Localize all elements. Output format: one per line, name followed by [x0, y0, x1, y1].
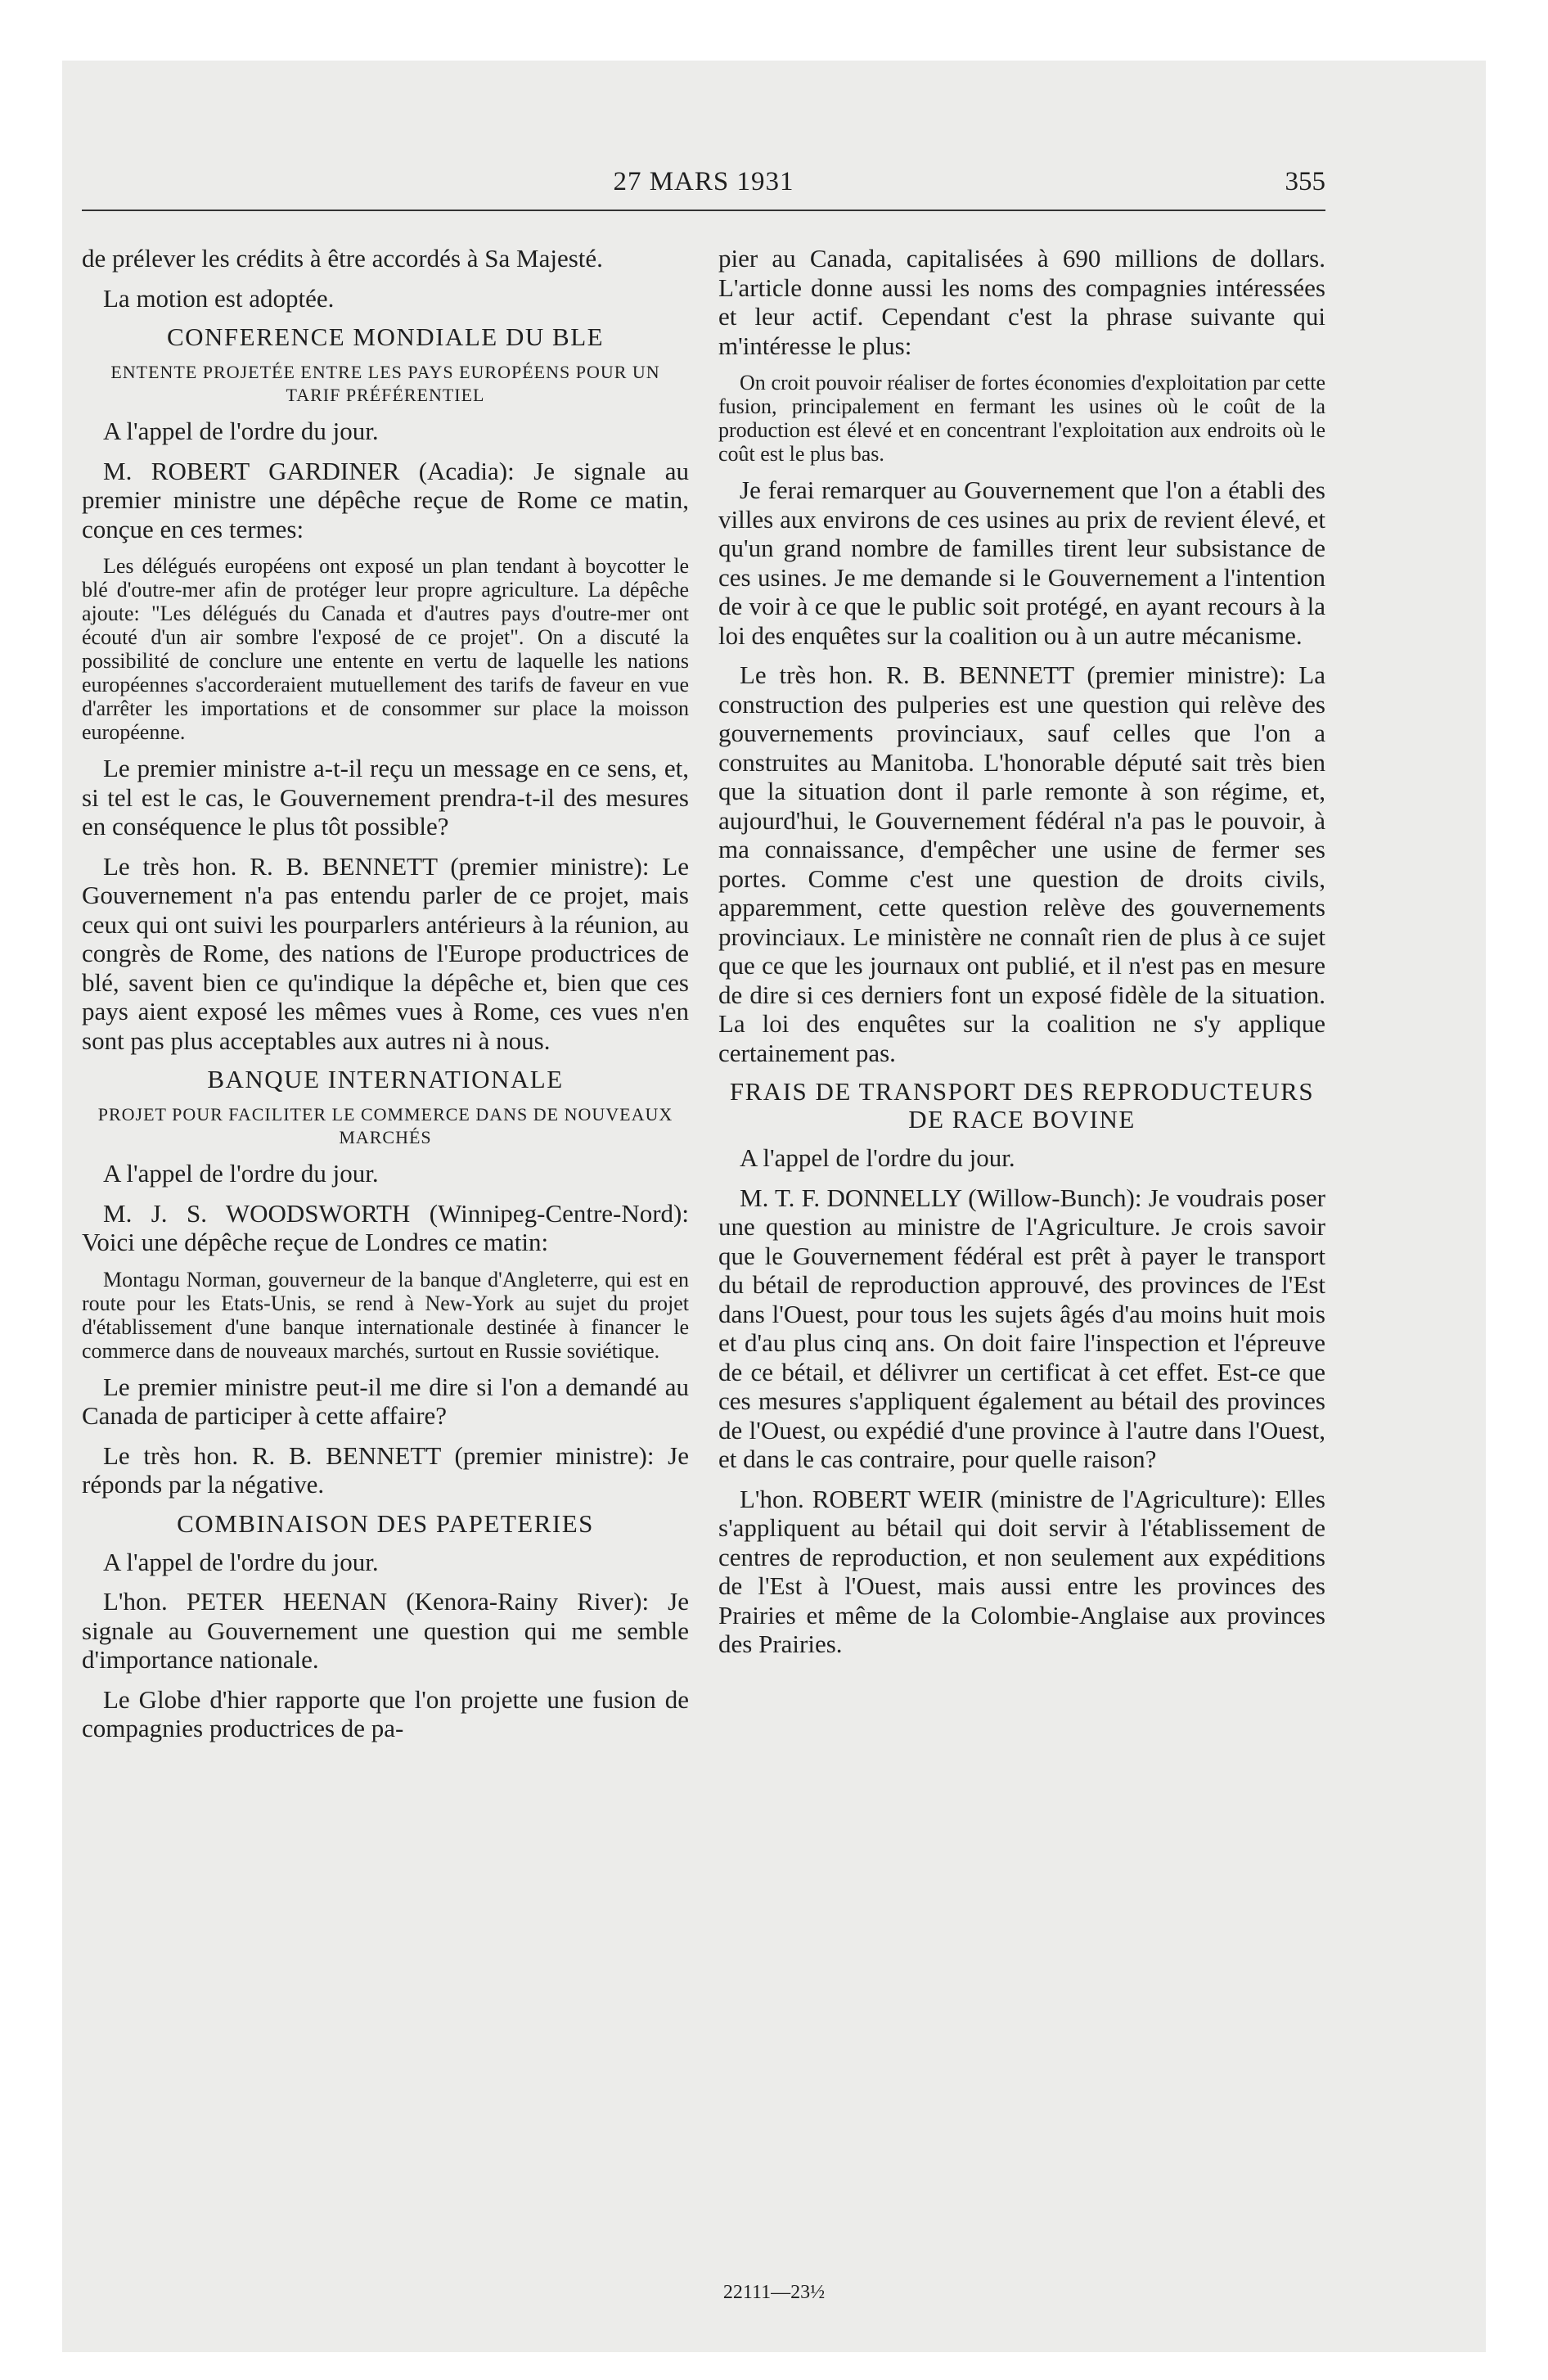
paragraph: L'hon. PETER HEENAN (Kenora-Rainy River): Je signale au Gouvernement une question qui me semble d'importance nationale. [82, 1587, 689, 1674]
section-subheading: PROJET POUR FACILITER LE COMMERCE DANS DE NOUVEAUX MARCHÉS [97, 1104, 673, 1147]
paragraph: M. T. F. DONNELLY (Willow-Bunch): Je voudrais poser une question au ministre de l'Agriculture. Je crois savoir que le Gouvernement fédéral est prêt à payer le transport du bétail de reproduction approuvé, des provinces de l'Est dans l'Ouest, pour tous les sujets âgés d'au moins huit mois et d'au plus cinq ans. On doit faire l'inspection et l'épreuve de ce bétail, et délivrer un certificat à cet effet. Est-ce que ces mesures s'appliquent également au bétail des provinces de l'Ouest, ou expédié d'une province à l'autre dans l'Ouest, et dans le cas contraire, pour quelle raison? [718, 1183, 1325, 1473]
paragraph: de prélever les crédits à être accordés à Sa Majesté. [82, 244, 603, 273]
right-column [718, 244, 1325, 2274]
paragraph: L'hon. ROBERT WEIR (ministre de l'Agriculture): Elles s'appliquent au bétail qui doit servir à l'établissement de centres de reproduction, et non seulement aux expéditions de l'Est à l'Ouest, mais aussi entre les provinces des Prairies et même de la Colombie-Anglaise aux provinces des Prairies. [718, 1484, 1325, 1658]
section-heading: COMBINAISON DES PAPETERIES [177, 1508, 594, 1538]
section-heading: FRAIS DE TRANSPORT DES REPRODUCTEURS DE RACE BOVINE [729, 1077, 1315, 1134]
paragraph: A l'appel de l'ordre du jour. [103, 417, 379, 445]
paragraph: M. ROBERT GARDINER (Acadia): Je signale au premier ministre une dépêche reçue de Rome ce matin, conçue en ces termes: [82, 456, 689, 543]
paragraph: A l'appel de l'ordre du jour. [103, 1159, 379, 1188]
paragraph: pier au Canada, capitalisées à 690 millions de dollars. L'article donne aussi les noms des compagnies intéressées et leur actif. Cependant c'est la phrase suivante qui m'intéresse le plus: [718, 244, 1325, 360]
quotation: Montagu Norman, gouverneur de la banque d'Angleterre, qui est en route pour les Etats-Unis, se rend à New-York au sujet du projet d'établissement d'une banque internationale destinée à financer le commerce dans de nouveaux marchés, surtout en Russie soviétique. [82, 1267, 689, 1363]
paragraph: Le très hon. R. B. BENNETT (premier ministre): Je réponds par la négative. [82, 1440, 689, 1499]
paragraph: M. J. S. WOODSWORTH (Winnipeg-Centre-Nord): Voici une dépêche reçue de Londres ce matin: [82, 1198, 689, 1256]
section-heading: BANQUE INTERNATIONALE [207, 1065, 564, 1093]
paragraph: Je ferai remarquer au Gouvernement que l'on a établi des villes aux environs de ces usines au prix de revient élevé, et qu'un grand nombre de familles tirent leur subsistance de ces usines. Je me demande si le Gouvernement a l'intention de voir à ce que le public soit protégé, en ayant recours à la loi des enquêtes sur la coalition ou à un autre mécanisme. [718, 476, 1325, 650]
paragraph: Le premier ministre peut-il me dire si l'on a demandé au Canada de participer à cette affaire? [82, 1372, 689, 1430]
paragraph: La motion est adoptée. [103, 283, 335, 313]
section-subheading: ENTENTE PROJETÉE ENTRE LES PAYS EUROPÉENS POUR UN TARIF PRÉFÉRENTIEL [110, 362, 660, 405]
header-rule [82, 210, 1325, 211]
left-column [82, 244, 689, 2274]
paragraph: Le très hon. R. B. BENNETT (premier ministre): Le Gouvernement n'a pas entendu parler de ce projet, mais ceux qui ont suivi les pourparlers antérieurs à la réunion, au congrès de Rome, des nations de l'Europe productrices de blé, savent bien ce qu'indique la dépêche et, bien que ces pays aient exposé les mêmes vues à Rome, ces vues n'en sont pas plus acceptables aux autres ni à nous. [82, 851, 689, 1055]
section-heading: CONFERENCE MONDIALE DU BLE [166, 322, 605, 351]
header-date: 27 MARS 1931 [613, 167, 794, 196]
quotation: On croit pouvoir réaliser de fortes économies d'exploitation par cette fusion, principalement en fermant les usines où le coût de la production est élevé et en concentrant l'exploitation aux endroits où le coût est le plus bas. [718, 371, 1325, 466]
paragraph: A l'appel de l'ordre du jour. [740, 1143, 1015, 1172]
page-header [82, 167, 1325, 203]
quotation: Les délégués européens ont exposé un plan tendant à boycotter le blé d'outre-mer afin de protéger leur propre agriculture. La dépêche ajoute: "Les délégués du Canada et d'autres pays d'outre-mer ont écouté d'un air sombre l'exposé de ce projet". On a discuté la possibilité de conclure une entente en vertu de laquelle les nations européennes s'accorderaient mutuellement des tarifs de faveur en vue d'arrêter les importations et de consommer sur place la moisson européenne. [82, 554, 689, 744]
paragraph: Le très hon. R. B. BENNETT (premier ministre): La construction des pulperies est une question qui relève des gouvernements provinciaux, sauf celles que l'on a construites au Manitoba. L'honorable député sait très bien que la situation dont il parle remonte à son régime, et, aujourd'hui, le Gouvernement fédéral n'a pas le pouvoir, à ma connaissance, d'empêcher une usine de fermer ses portes. Comme c'est une question de droits civils, apparemment, cette question relève des gouvernements provinciaux. Le ministère ne connaît rien de plus à ce sujet que ce que les journaux ont publié, et il n'est pas en mesure de dire si ces derniers font un exposé fidèle de la situation. La loi des enquêtes sur la coalition ne s'y applique certainement pas. [718, 660, 1325, 1067]
paragraph: A l'appel de l'ordre du jour. [103, 1547, 379, 1576]
paragraph: Le premier ministre a-t-il reçu un message en ce sens, et, si tel est le cas, le Gouvernement prendra-t-il des mesures en conséquence le plus tôt possible? [82, 754, 689, 841]
printer-signature: 22111—23½ [722, 2282, 826, 2303]
paragraph: Le Globe d'hier rapporte que l'on projette une fusion de compagnies productrices de pa- [82, 1684, 689, 1742]
page-number: 355 [1285, 167, 1325, 196]
